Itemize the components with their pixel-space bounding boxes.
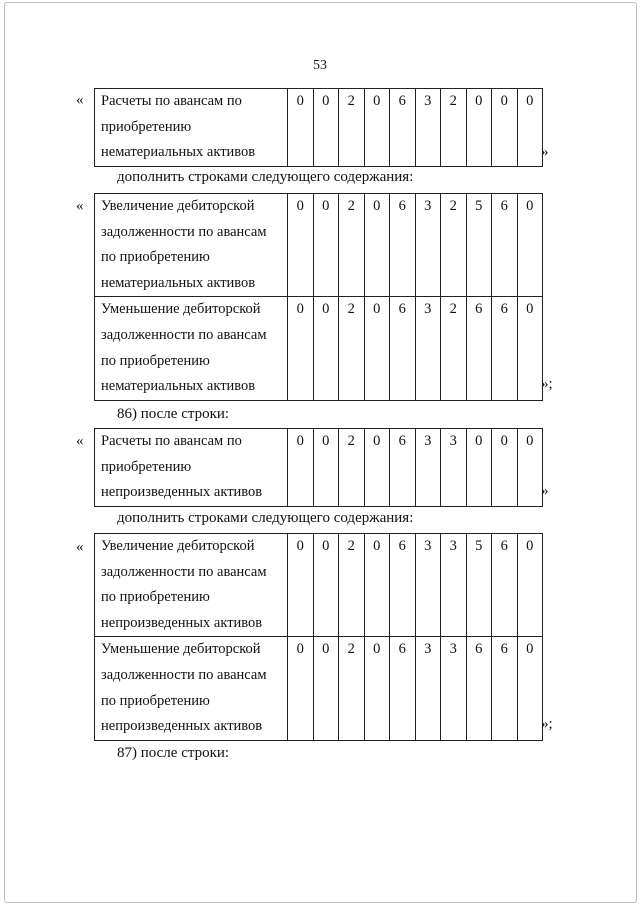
instruction-text: дополнить строками следующего содержания:	[117, 169, 414, 185]
code-table-4	[94, 533, 543, 741]
code-digit: 0	[288, 429, 314, 507]
code-digit: 6	[466, 297, 492, 400]
close-quote: »	[541, 483, 549, 499]
code-digit: 6	[466, 637, 492, 740]
code-digit: 6	[390, 89, 416, 167]
code-digit: 2	[441, 297, 467, 400]
code-digit: 2	[339, 637, 365, 740]
code-digit: 0	[517, 429, 543, 507]
code-digit: 0	[364, 194, 390, 297]
code-digit: 0	[364, 89, 390, 167]
code-digit: 0	[466, 89, 492, 167]
code-digit: 0	[313, 89, 339, 167]
code-digit: 3	[415, 194, 441, 297]
code-digit: 6	[390, 194, 416, 297]
code-digit: 2	[339, 429, 365, 507]
code-table-2	[94, 193, 543, 401]
code-digit: 2	[339, 194, 365, 297]
table-row	[95, 534, 543, 637]
code-digit: 6	[390, 297, 416, 400]
code-digit: 0	[313, 534, 339, 637]
code-digit: 0	[288, 297, 314, 400]
code-digit: 0	[364, 429, 390, 507]
code-digit: 0	[364, 297, 390, 400]
row-label: Уменьшение дебиторской задолженности по авансам по приобретению непроизведенных активов	[95, 637, 288, 740]
code-digit: 0	[517, 194, 543, 297]
code-digit: 0	[492, 429, 518, 507]
open-quote: «	[76, 539, 84, 555]
code-digit: 6	[390, 637, 416, 740]
code-digit: 3	[415, 637, 441, 740]
code-digit: 0	[288, 534, 314, 637]
code-digit: 6	[492, 534, 518, 637]
code-digit: 2	[339, 297, 365, 400]
code-digit: 3	[441, 429, 467, 507]
row-label: Уменьшение дебиторской задолженности по авансам по приобретению нематериальных активов	[95, 297, 288, 400]
code-digit: 3	[441, 534, 467, 637]
table-row	[95, 89, 543, 167]
instruction-text: 86) после строки:	[117, 406, 230, 422]
code-digit: 2	[339, 89, 365, 167]
close-quote: »	[541, 144, 549, 160]
open-quote: «	[76, 198, 84, 214]
instruction-text: 87) после строки:	[117, 745, 230, 761]
row-label: Увеличение дебиторской задолженности по авансам по приобретению непроизведенных активов	[95, 534, 288, 637]
close-quote: »;	[541, 716, 553, 732]
row-label: Расчеты по авансам по приобретению непроизведенных активов	[95, 429, 288, 507]
code-table-3	[94, 428, 543, 507]
open-quote: «	[76, 433, 84, 449]
table-row	[95, 297, 543, 400]
page-number: 53	[313, 58, 327, 73]
code-digit: 0	[492, 89, 518, 167]
code-digit: 0	[517, 89, 543, 167]
row-label: Увеличение дебиторской задолженности по авансам по приобретению нематериальных активов	[95, 194, 288, 297]
code-digit: 3	[441, 637, 467, 740]
code-digit: 0	[466, 429, 492, 507]
code-digit: 3	[415, 534, 441, 637]
code-digit: 0	[517, 297, 543, 400]
code-digit: 0	[313, 297, 339, 400]
open-quote: «	[76, 92, 84, 108]
code-digit: 0	[313, 194, 339, 297]
code-digit: 0	[364, 534, 390, 637]
code-digit: 0	[313, 637, 339, 740]
code-digit: 2	[441, 89, 467, 167]
code-digit: 3	[415, 429, 441, 507]
code-digit: 6	[390, 534, 416, 637]
code-digit: 0	[313, 429, 339, 507]
code-digit: 5	[466, 534, 492, 637]
close-quote: »;	[541, 376, 553, 392]
code-digit: 0	[288, 89, 314, 167]
table-row	[95, 637, 543, 740]
code-digit: 6	[492, 637, 518, 740]
instruction-text: дополнить строками следующего содержания:	[117, 510, 414, 526]
code-digit: 0	[364, 637, 390, 740]
code-digit: 0	[288, 637, 314, 740]
code-digit: 6	[492, 194, 518, 297]
code-table-1	[94, 88, 543, 167]
code-digit: 5	[466, 194, 492, 297]
table-row	[95, 429, 543, 507]
code-digit: 0	[517, 534, 543, 637]
code-digit: 3	[415, 89, 441, 167]
row-label: Расчеты по авансам по приобретению нематериальных активов	[95, 89, 288, 167]
code-digit: 6	[390, 429, 416, 507]
code-digit: 2	[339, 534, 365, 637]
code-digit: 2	[441, 194, 467, 297]
table-row	[95, 194, 543, 297]
code-digit: 3	[415, 297, 441, 400]
code-digit: 0	[288, 194, 314, 297]
code-digit: 0	[517, 637, 543, 740]
code-digit: 6	[492, 297, 518, 400]
